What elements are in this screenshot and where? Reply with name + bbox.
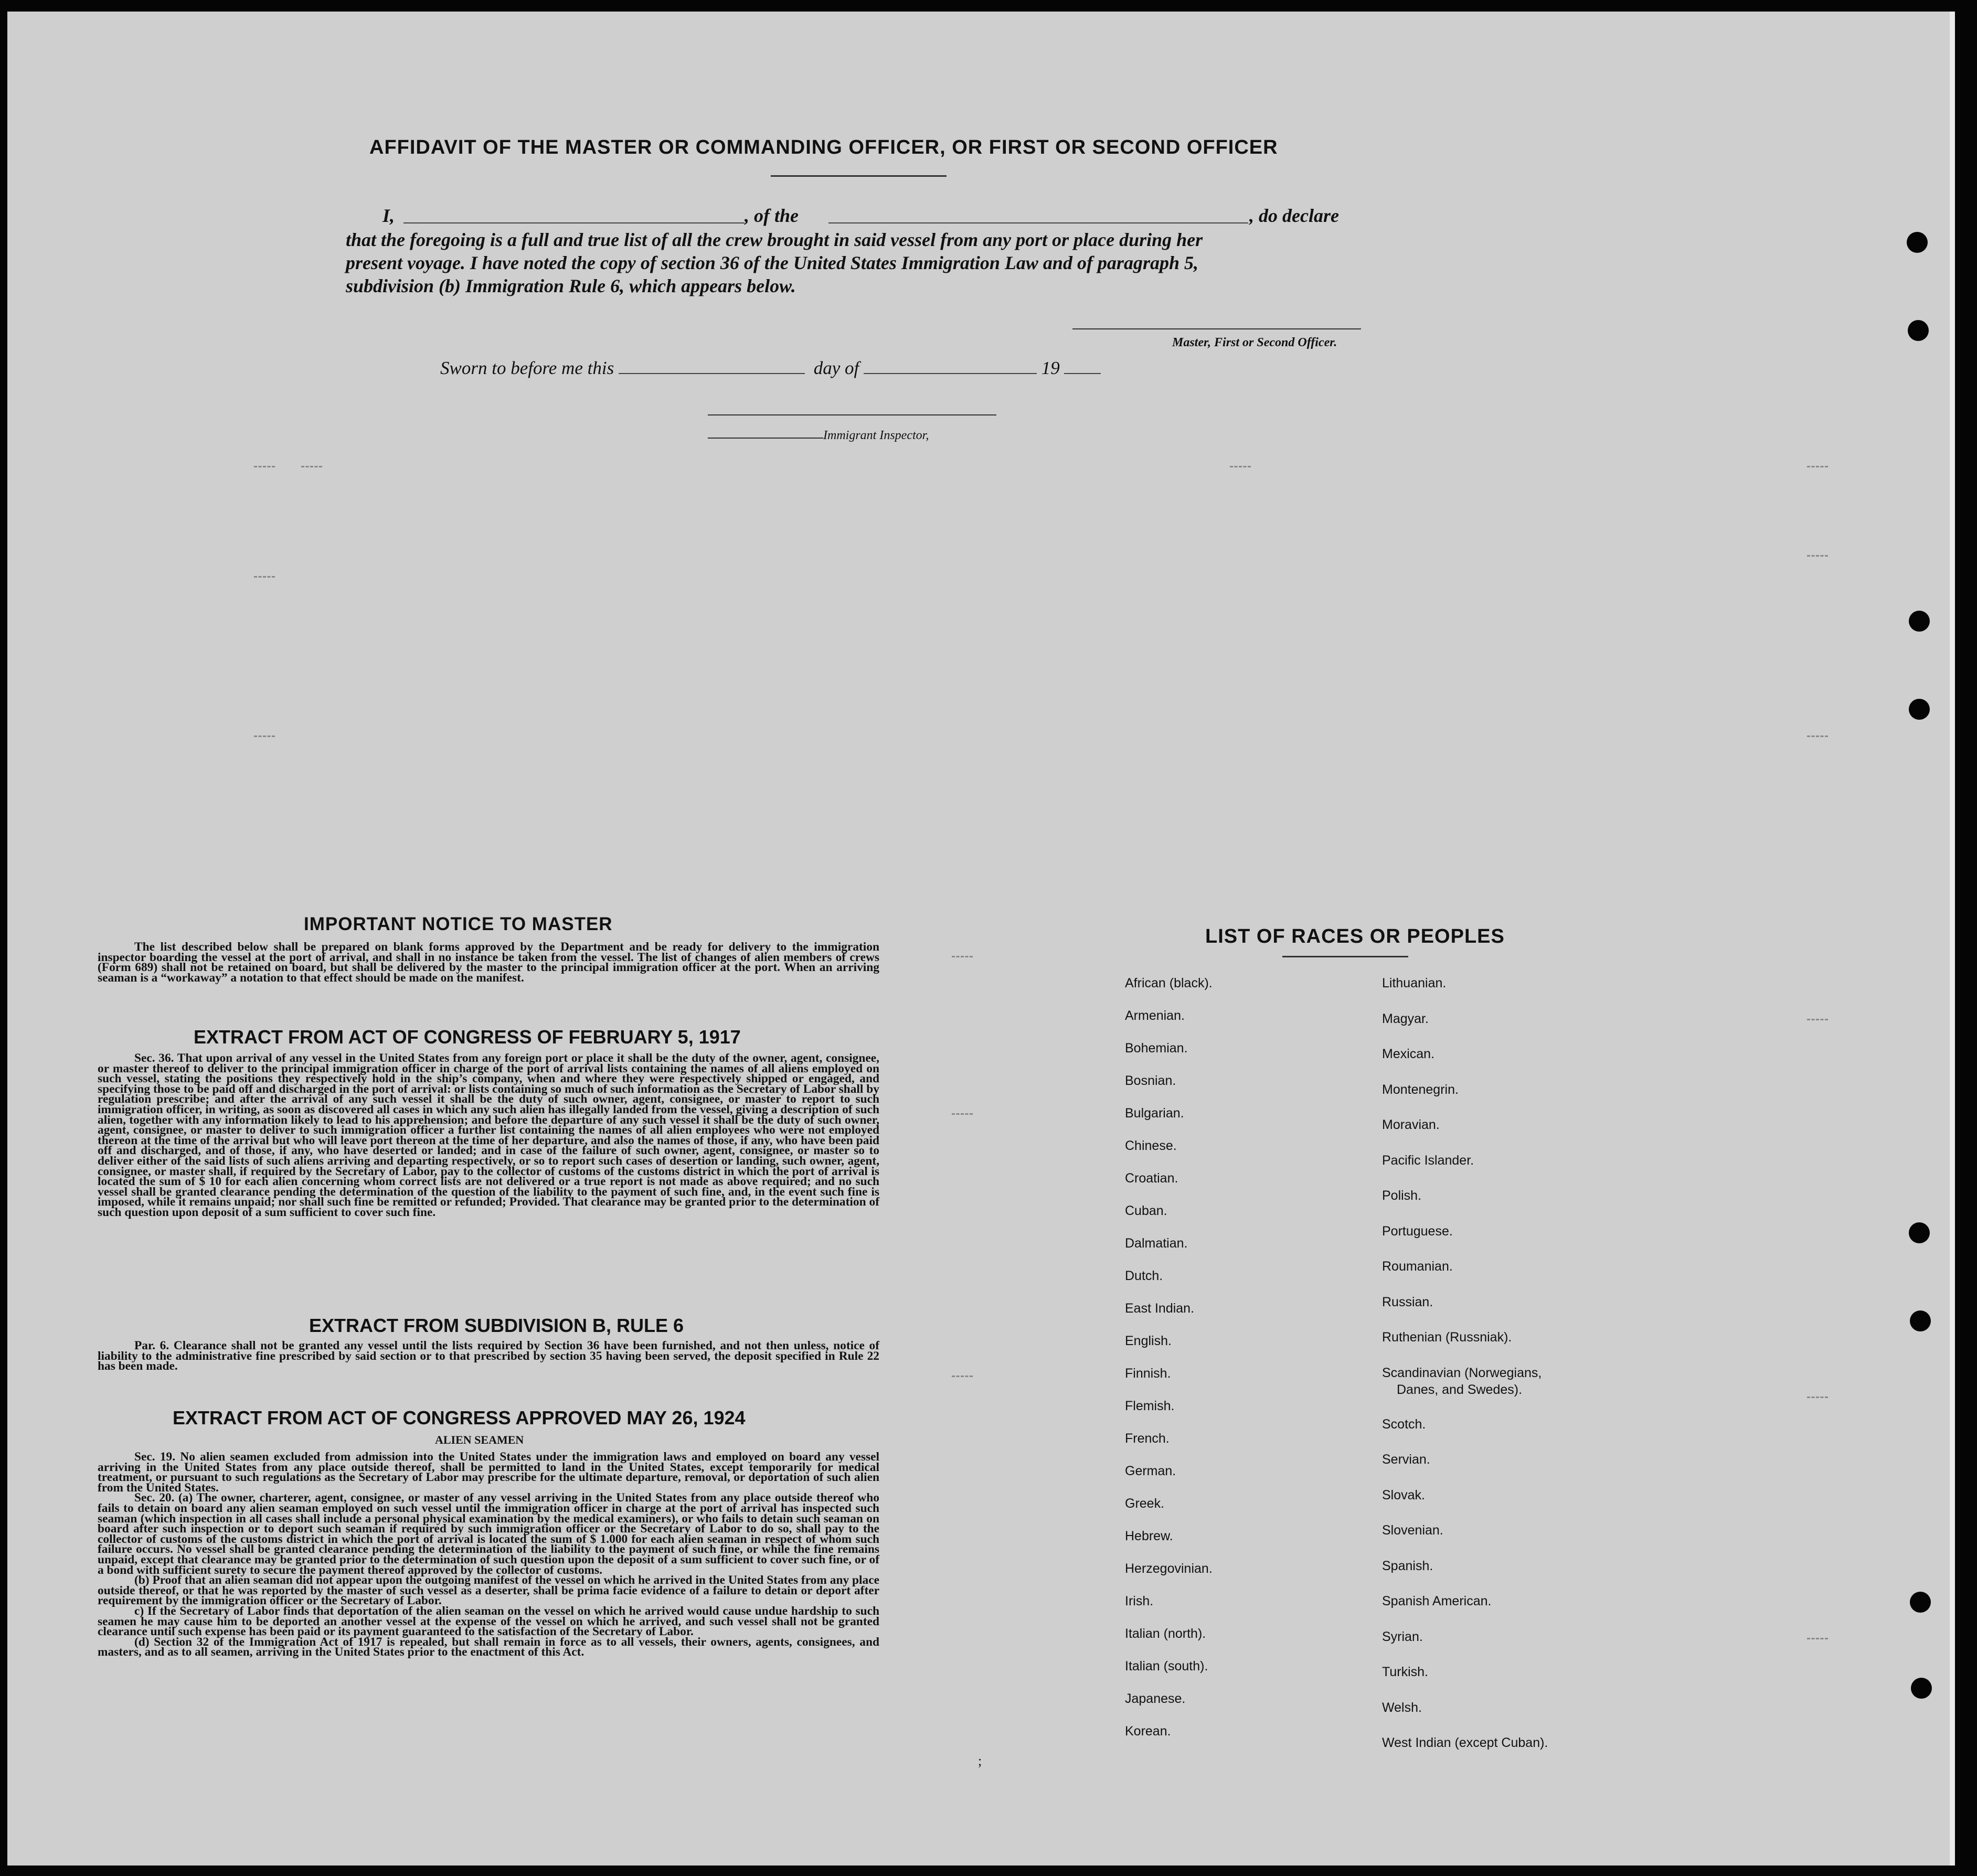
race-item: Polish. — [1382, 1188, 1422, 1203]
races-title-underline — [1282, 956, 1408, 957]
sworn-year-blank[interactable] — [1064, 372, 1101, 374]
notice-text — [98, 942, 879, 983]
inspector-signature-line[interactable] — [708, 414, 996, 415]
inspector-short-line — [708, 438, 823, 439]
race-item: Japanese. — [1125, 1691, 1186, 1706]
declaration-line-3: present voyage. I have noted the copy of section 36 of the United States Immigration Law and of paragraph 5, — [346, 252, 1198, 273]
declaration-line-1 — [346, 205, 1369, 229]
page-number-mark: ; — [978, 1753, 982, 1768]
race-item: German. — [1125, 1464, 1176, 1478]
binder-hole — [1909, 699, 1930, 720]
race-item: Moravian. — [1382, 1117, 1440, 1132]
binder-hole — [1910, 1310, 1931, 1331]
race-item: Bosnian. — [1125, 1073, 1176, 1088]
master-name-blank[interactable] — [403, 222, 745, 223]
race-item: Italian (north). — [1125, 1626, 1206, 1641]
race-item: Pacific Islander. — [1382, 1153, 1474, 1168]
binder-hole — [1910, 1592, 1931, 1613]
race-item: Lithuanian. — [1382, 976, 1447, 990]
race-item: Bohemian. — [1125, 1041, 1188, 1056]
race-item: Hebrew. — [1125, 1529, 1173, 1543]
section-36-paragraph: Sec. 36. That upon arrival of any vessel in the United States from any foreign port or place it shall be the duty of the owner, agent, consignee, or master thereof to deliver to the principal immigration officer in charge of the port of arrival lists containing the names of all aliens employed on such vessel, stating the positions they respectively hold in the ship’s company, when and where they were respectively shipped or engaged, and specifying those to be paid off and discharged in the port of arrival: or lists containing so much of such information as the Secretary of Labor shall by regulation prescribe; and after the arrival of any such vessel it shall be the duty of such owner, agent, consignee, or master to report to such immigration officer, in writing, as soon as discovered all cases in which any such alien has illegally landed from the vessel, giving a description of such alien, together with any information likely to lead to his apprehension; and before the departure of any such vessel it shall be the duty of such owner, agent, consignee, or master to deliver to such immigration officer a further list containing the names of all alien employees who were not employed thereon at the time of the arrival but who will leave port thereon at the time of her departure, and also the names of those, if any, who have been paid off and discharged, and of those, if any, who have deserted or landed; and in case of the failure of such owner, agent, consignee, or master so to deliver either of the said lists of such aliens arriving and departing respectively, or so to report such cases of desertion or landing, such owner, agent, consignee, or master shall, if required by the Secretary of Labor, pay to the collector of customs of the customs district in which the port of arrival is located the sum of $ 10 for each alien concerning whom correct lists are not delivered or a true report is not made as above required; and no such vessel shall be granted clearance pending the determination of the question of the liability to the payment of such fine, and, in the event such fine is imposed, while it remains unpaid; nor shall such fine be remitted or refunded; Provided. That clearance may be granted prior to the determination of such question upon deposit of a sum sufficient to cover such fine. — [98, 1051, 879, 1219]
race-item: Chinese. — [1125, 1138, 1177, 1153]
title-underline — [771, 175, 947, 177]
declaration-i: I, — [382, 205, 395, 226]
sworn-line — [440, 358, 1101, 379]
binder-hole — [1907, 232, 1928, 253]
extract-1917-title: EXTRACT FROM ACT OF CONGRESS OF FEBRUARY 5, 1917 — [194, 1026, 741, 1048]
sworn-day-blank[interactable] — [619, 372, 805, 374]
race-item: Syrian. — [1382, 1629, 1423, 1644]
binder-hole — [1909, 1222, 1930, 1243]
document-page — [7, 12, 1955, 1866]
races-title: LIST OF RACES OR PEOPLES — [1205, 925, 1505, 947]
alien-seamen-subtitle: ALIEN SEAMEN — [435, 1433, 524, 1446]
extract-1917-text — [98, 1053, 879, 1218]
race-item: Italian (south). — [1125, 1659, 1208, 1674]
race-item: Slovak. — [1382, 1487, 1425, 1502]
section-20b-paragraph: (b) Proof that an alien seaman did not appear upon the outgoing manifest of the vessel on which he arrived in the United States from any place outside thereof, or that he was reported by the master of such vessel as a deserter, shall be prima facie evidence of a failure to detain or deport after requirement by the immigration officer or the Secretary of Labor. — [98, 1573, 879, 1608]
declaration-line-4: subdivision (b) Immigration Rule 6, which appears below. — [346, 275, 796, 296]
ghost-mark — [1807, 466, 1828, 467]
race-item: Dutch. — [1125, 1269, 1163, 1283]
ghost-mark — [1807, 1638, 1828, 1639]
inspector-label: Immigrant Inspector, — [823, 429, 929, 442]
vessel-name-blank[interactable] — [828, 222, 1248, 223]
race-item: Slovenian. — [1382, 1523, 1443, 1538]
race-item: Ruthenian (Russniak). — [1382, 1330, 1512, 1345]
rule-6-title: EXTRACT FROM SUBDIVISION B, RULE 6 — [309, 1315, 684, 1336]
race-item: Greek. — [1125, 1496, 1165, 1511]
race-item: Portuguese. — [1382, 1223, 1453, 1239]
sworn-day-of: day of — [813, 358, 859, 378]
extract-1924-text — [98, 1452, 879, 1658]
race-item: Roumanian. — [1382, 1259, 1453, 1274]
ghost-mark — [1807, 1019, 1828, 1020]
ghost-mark — [1230, 466, 1251, 467]
race-item: Mexican. — [1382, 1047, 1435, 1061]
ghost-mark — [254, 466, 275, 467]
binder-hole — [1911, 1678, 1932, 1699]
race-item: Croatian. — [1125, 1171, 1178, 1186]
paragraph-6: Par. 6. Clearance shall not be granted any vessel until the lists required by Section 36 have been furnished, and not then unless, notice of liability to the administrative fine prescribed by said section or to that prescribed by section 35 having been served, the deposit specified in Rule 22 has been made. — [98, 1339, 879, 1373]
race-item: Bulgarian. — [1125, 1106, 1184, 1121]
race-item: Danes, and Swedes). — [1397, 1382, 1523, 1397]
notice-paragraph: The list described below shall be prepared on blank forms approved by the Department and be ready for delivery to the immigration inspector boarding the vessel at the port of arrival, and shall in no instance be taken from the vessel. The list of changes of alien members of crews (Form 689) shall not be retained on board, but shall be delivered by the master to the principal immigration officer at the port. When an arriving seaman is a “workaway” a notation to that effect should be made on the manifest. — [98, 940, 879, 985]
race-item: Welsh. — [1382, 1700, 1422, 1715]
declaration-line-2: that the foregoing is a full and true list of all the crew brought in said vessel from any port or place during her — [346, 229, 1203, 250]
race-item: French. — [1125, 1431, 1170, 1446]
race-item: African (black). — [1125, 976, 1213, 990]
race-item: Montenegrin. — [1382, 1082, 1459, 1097]
race-item: Dalmatian. — [1125, 1236, 1188, 1251]
race-item: English. — [1125, 1334, 1172, 1348]
sworn-year: 19 — [1041, 358, 1060, 378]
ghost-mark — [254, 736, 275, 737]
rule-6-text — [98, 1341, 879, 1372]
race-item: Flemish. — [1125, 1399, 1175, 1413]
binder-hole — [1908, 320, 1929, 341]
ghost-mark — [952, 1113, 973, 1115]
race-item: Korean. — [1125, 1724, 1171, 1739]
declaration-do-declare: , do declare — [1249, 205, 1339, 226]
race-item: Finnish. — [1125, 1366, 1171, 1381]
race-item: West Indian (except Cuban). — [1382, 1735, 1548, 1750]
race-item: Magyar. — [1382, 1011, 1429, 1026]
race-item: Scotch. — [1382, 1416, 1426, 1432]
race-item: Russian. — [1382, 1294, 1433, 1309]
affidavit-title: AFFIDAVIT OF THE MASTER OR COMMANDING OFFICER, OR FIRST OR SECOND OFFICER — [369, 136, 1278, 158]
declaration-of-the: , of the — [745, 205, 799, 226]
section-20c-paragraph: c) If the Secretary of Labor finds that deportation of the alien seaman on the vessel on which he arrived would cause undue hardship to such seamen he may cause him to be deported an another vessel at the expense of the vessel on which he arrived, and such vessel shall not be granted clearance until such expense has been paid or its payment guaranteed to the satisfaction of the Secretary of Labor. — [98, 1604, 879, 1639]
binder-hole — [1909, 611, 1930, 632]
signature-line[interactable] — [1072, 328, 1361, 329]
race-item: Irish. — [1125, 1594, 1154, 1608]
race-item: Spanish American. — [1382, 1594, 1492, 1608]
ghost-mark — [952, 1376, 973, 1377]
ghost-mark — [301, 466, 322, 467]
race-item: East Indian. — [1125, 1301, 1195, 1316]
section-19-paragraph: Sec. 19. No alien seamen excluded from admission into the United States under the immigration laws and employed on board any vessel arriving in the United States from any place outside thereof, shall be permitted to land in the United States, except temporarily for medical treatment, or pursuant to such regulations as the Secretary of Labor may prescribe for the ultimate departure, removal, or deportation of such alien from the United States. — [98, 1450, 879, 1495]
extract-1924-title: EXTRACT FROM ACT OF CONGRESS APPROVED MAY 26, 1924 — [173, 1407, 746, 1429]
race-item: Armenian. — [1125, 1008, 1185, 1023]
signature-label: Master, First or Second Officer. — [1172, 336, 1337, 349]
sworn-month-blank[interactable] — [864, 372, 1037, 374]
notice-title: IMPORTANT NOTICE TO MASTER — [304, 914, 613, 934]
race-item: Herzegovinian. — [1125, 1561, 1213, 1576]
race-item: Cuban. — [1125, 1203, 1167, 1218]
race-item: Servian. — [1382, 1452, 1430, 1467]
sworn-prefix: Sworn to before me this — [440, 358, 614, 378]
section-20a-paragraph: Sec. 20. (a) The owner, charterer, agent, consignee, or master of any vessel arriving in the United States from any place outside thereof who fails to detain on board any alien seaman employed on such vessel until the immigration officer in charge at the port of arrival has inspected such seaman (which inspection in all cases shall include a personal physical examination by the medical examiners), or who fails to detain such seaman on board after such inspection or to deport such seaman if required by such immigration officer or the Secretary of Labor to do so, shall pay to the collector of customs of the customs district in which the port of arrival is located the sum of $ 1.000 for each alien seaman in respect of whom such failure occurs. No vessel shall be granted clearance pending the determination of the liability to the payment of such fine, or while the fine remains unpaid, except that clearance may be granted prior to the determination of such question upon the deposit of a sum sufficient to cover such fine, or of a bond with sufficient surety to secure the payment thereof approved by the collector of customs. — [98, 1491, 879, 1577]
ghost-mark — [1807, 736, 1828, 737]
race-item: Turkish. — [1382, 1665, 1428, 1679]
race-item: Scandinavian (Norwegians, — [1382, 1365, 1542, 1380]
ghost-mark — [254, 576, 275, 578]
ghost-mark — [1807, 1397, 1828, 1398]
race-item: Spanish. — [1382, 1558, 1433, 1573]
ghost-mark — [952, 956, 973, 957]
section-20d-paragraph: (d) Section 32 of the Immigration Act of 1917 is repealed, but shall remain in force as to all vessels, their owners, agents, consignees, and masters, and as to all seamen, arriving in the United States prior to the enactment of this Act. — [98, 1635, 879, 1659]
ghost-mark — [1807, 555, 1828, 557]
